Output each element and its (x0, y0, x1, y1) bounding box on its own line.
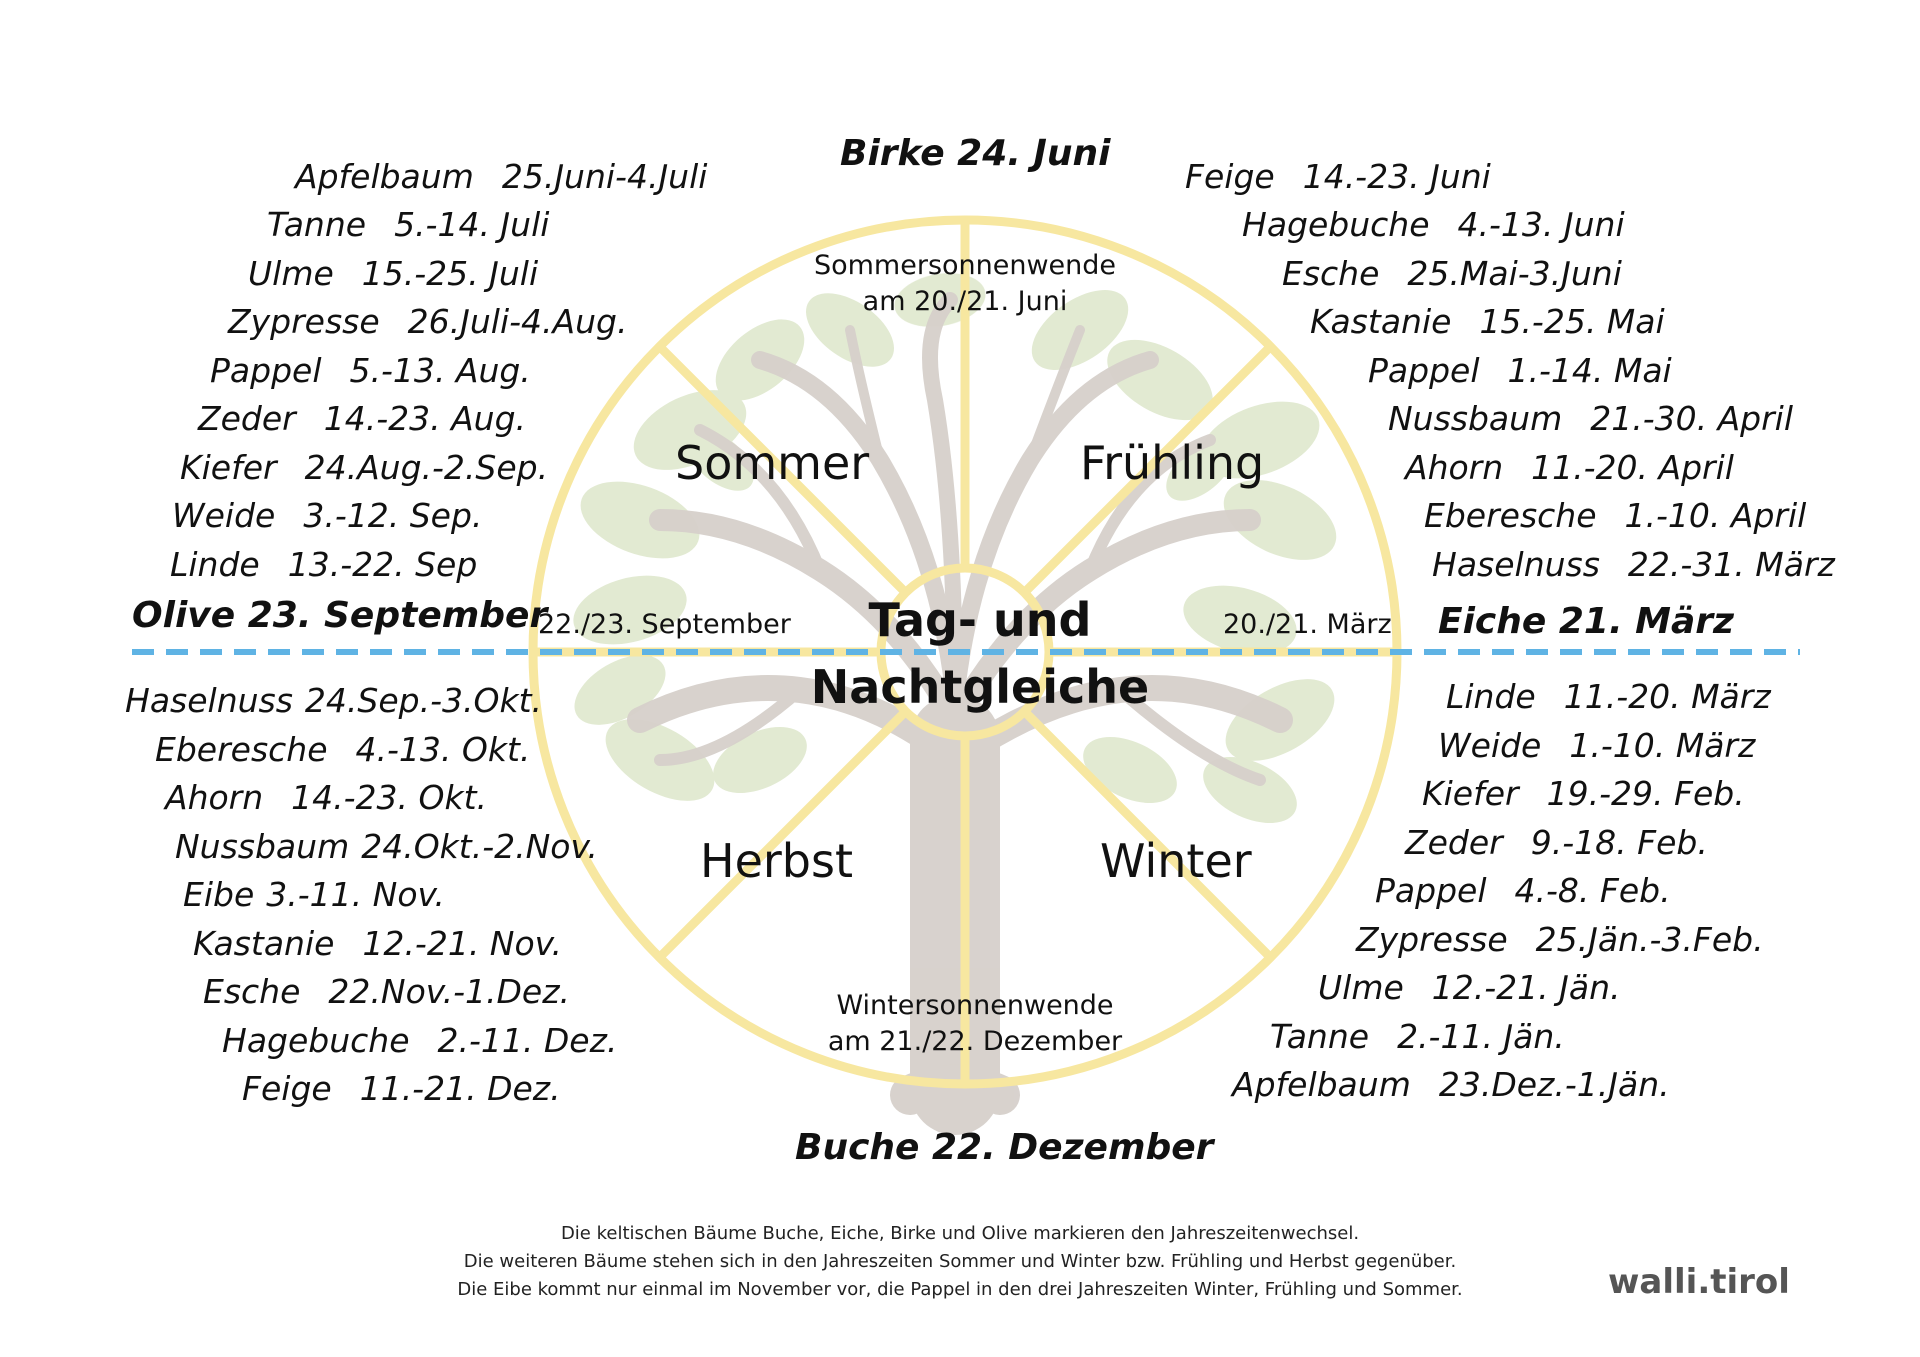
autumn-equinox-date: 22./23. September (538, 609, 791, 640)
spring-equinox-date: 20./21. März (1223, 609, 1392, 640)
tree-dates: 14.-23. Okt. (291, 778, 488, 817)
tree-name: Tanne (1270, 1017, 1370, 1056)
spring-tree-entry (1242, 205, 1625, 244)
summer-tree-entry (170, 545, 478, 584)
tree-dates: 21.-30. April (1590, 399, 1794, 438)
tree-name: Weide (172, 496, 276, 535)
tree-dates: 5.-13. Aug. (349, 351, 531, 390)
winter-tree-entry (1232, 1065, 1670, 1104)
tree-name: Esche (203, 972, 301, 1011)
tree-name: Zypresse (228, 302, 380, 341)
autumn-tree-entry (242, 1069, 561, 1108)
winter-tree-entry (1405, 823, 1708, 862)
tree-dates: 12.-21. Nov. (362, 924, 563, 963)
tree-name: Kastanie (193, 924, 335, 963)
footer-notes (330, 1220, 1590, 1304)
footer-note: Die weiteren Bäume stehen sich in den Jahreszeiten Sommer und Winter bzw. Frühling und Herbst gegenüber. (463, 1250, 1457, 1272)
tree-name: Hagebuche (222, 1021, 410, 1060)
tree-name: Linde (1446, 677, 1536, 716)
tree-name: Kiefer (1422, 774, 1519, 813)
tree-name: Zypresse (1356, 920, 1508, 959)
tree-name: Tanne (267, 205, 367, 244)
tree-dates: 22.Nov.-1.Dez. (328, 972, 571, 1011)
footer-note: Die Eibe kommt nur einmal im November vor, die Pappel in den drei Jahreszeiten Winter, Frühling und Sommer. (457, 1278, 1463, 1300)
equinox-title (770, 587, 1190, 720)
summer-tree-entry (295, 157, 708, 196)
season-label-summer: Sommer (675, 436, 870, 490)
tree-name: Apfelbaum (295, 157, 474, 196)
tree-name: Kiefer (180, 448, 277, 487)
autumn-tree-entry (222, 1021, 618, 1060)
autumn-tree-entry (193, 924, 563, 963)
tree-dates: 9.-18. Feb. (1530, 823, 1708, 862)
winter-solstice-label (775, 988, 1175, 1061)
season-label-spring: Frühling (1080, 436, 1265, 490)
tree-dates: 13.-22. Sep (287, 545, 478, 584)
spring-tree-entry (1282, 254, 1622, 293)
tree-name: Ulme (248, 254, 334, 293)
tree-dates: 3.-11. Nov. (266, 875, 445, 914)
tree-name: Weide (1438, 726, 1542, 765)
tree-dates: 19.-29. Feb. (1546, 774, 1745, 813)
summer-solstice-line1: Sommersonnenwende (813, 250, 1117, 281)
spring-tree-entry (1432, 545, 1835, 584)
celtic-tree-left: Olive 23. September (132, 595, 548, 636)
tree-dates: 25.Juni-4.Juli (501, 157, 708, 196)
tree-dates: 4.-13. Okt. (355, 730, 531, 769)
tree-dates: 25.Mai-3.Juni (1407, 254, 1622, 293)
tree-dates: 4.-8. Feb. (1514, 871, 1671, 910)
equinox-title-line1: Tag- und (868, 593, 1092, 647)
tree-dates: 14.-23. Juni (1302, 157, 1491, 196)
celtic-tree-top: Birke 24. Juni (840, 133, 1111, 174)
winter-tree-entry (1375, 871, 1671, 910)
autumn-tree-entry (175, 827, 598, 866)
tree-name: Ulme (1318, 968, 1404, 1007)
tree-name: Zeder (198, 399, 296, 438)
tree-dates: 3.-12. Sep. (303, 496, 483, 535)
tree-dates: 23.Dez.-1.Jän. (1438, 1065, 1670, 1104)
spring-tree-entry (1185, 157, 1491, 196)
tree-name: Apfelbaum (1232, 1065, 1411, 1104)
tree-dates: 1.-14. Mai (1507, 351, 1672, 390)
autumn-tree-entry (155, 730, 531, 769)
tree-name: Feige (242, 1069, 332, 1108)
tree-name: Eberesche (1424, 496, 1597, 535)
tree-name: Pappel (1375, 871, 1487, 910)
tree-dates: 22.-31. März (1627, 545, 1835, 584)
tree-name: Haselnuss (1432, 545, 1600, 584)
season-label-autumn: Herbst (700, 834, 854, 888)
summer-solstice-line2: am 20./21. Juni (862, 286, 1068, 318)
tree-dates: 15.-25. Juli (361, 254, 539, 293)
summer-tree-entry (172, 496, 483, 535)
winter-tree-entry (1356, 920, 1764, 959)
winter-tree-entry (1270, 1017, 1565, 1056)
tree-dates: 24.Okt.-2.Nov. (361, 827, 598, 866)
tree-name: Feige (1185, 157, 1275, 196)
tree-name: Pappel (1368, 351, 1480, 390)
winter-solstice-line1: Wintersonnenwende (836, 990, 1114, 1021)
summer-solstice-label (765, 248, 1165, 321)
tree-dates: 2.-11. Dez. (437, 1021, 618, 1060)
tree-name: Nussbaum (1388, 399, 1563, 438)
winter-tree-entry (1446, 677, 1771, 716)
summer-tree-entry (210, 351, 531, 390)
spring-tree-entry (1388, 399, 1794, 438)
tree-dates: 1.-10. April (1624, 496, 1807, 535)
spring-tree-entry (1310, 302, 1665, 341)
tree-name: Linde (170, 545, 260, 584)
celtic-tree-bottom: Buche 22. Dezember (795, 1127, 1214, 1168)
summer-tree-entry (198, 399, 527, 438)
tree-name: Kastanie (1310, 302, 1452, 341)
tree-dates: 25.Jän.-3.Feb. (1535, 920, 1764, 959)
equinox-title-line2: Nachtgleiche (810, 659, 1150, 714)
tree-name: Hagebuche (1242, 205, 1430, 244)
autumn-tree-entry (165, 778, 488, 817)
tree-name: Zeder (1405, 823, 1503, 862)
spring-tree-entry (1368, 351, 1672, 390)
summer-tree-entry (267, 205, 550, 244)
tree-name: Pappel (210, 351, 322, 390)
tree-dates: 26.Juli-4.Aug. (407, 302, 628, 341)
winter-solstice-line2: am 21./22. Dezember (827, 1026, 1123, 1058)
tree-dates: 15.-25. Mai (1479, 302, 1665, 341)
spring-tree-entry (1424, 496, 1807, 535)
spring-tree-entry (1405, 448, 1734, 487)
tree-dates: 11.-20. April (1531, 448, 1734, 487)
winter-tree-entry (1318, 968, 1621, 1007)
season-label-winter: Winter (1100, 834, 1252, 888)
tree-dates: 2.-11. Jän. (1397, 1017, 1565, 1056)
autumn-tree-entry (203, 972, 571, 1011)
tree-name: Ahorn (165, 778, 264, 817)
tree-dates: 12.-21. Jän. (1431, 968, 1621, 1007)
tree-name: Haselnuss (125, 681, 293, 720)
tree-dates: 14.-23. Aug. (323, 399, 527, 438)
tree-dates: 11.-20. März (1563, 677, 1771, 716)
tree-name: Eberesche (155, 730, 328, 769)
tree-dates: 24.Sep.-3.Okt. (304, 681, 542, 720)
tree-dates: 4.-13. Juni (1457, 205, 1625, 244)
winter-tree-entry (1422, 774, 1745, 813)
tree-name: Ahorn (1405, 448, 1504, 487)
footer-note: Die keltischen Bäume Buche, Eiche, Birke und Olive markieren den Jahreszeitenwechsel. (560, 1223, 1360, 1244)
tree-dates: 5.-14. Juli (394, 205, 550, 244)
tree-dates: 11.-21. Dez. (359, 1069, 561, 1108)
tree-name: Nussbaum (175, 827, 350, 866)
summer-tree-entry (180, 448, 549, 487)
tree-name: Esche (1282, 254, 1380, 293)
celtic-tree-right: Eiche 21. März (1438, 601, 1734, 642)
summer-tree-entry (248, 254, 539, 293)
winter-tree-entry (1438, 726, 1756, 765)
tree-dates: 24.Aug.-2.Sep. (304, 448, 549, 487)
tree-name: Eibe (183, 875, 255, 914)
brand-logo-text: walli.tirol (1608, 1262, 1790, 1302)
autumn-tree-entry (125, 681, 542, 720)
tree-dates: 1.-10. März (1569, 726, 1756, 765)
autumn-tree-entry (183, 875, 445, 914)
summer-tree-entry (228, 302, 628, 341)
